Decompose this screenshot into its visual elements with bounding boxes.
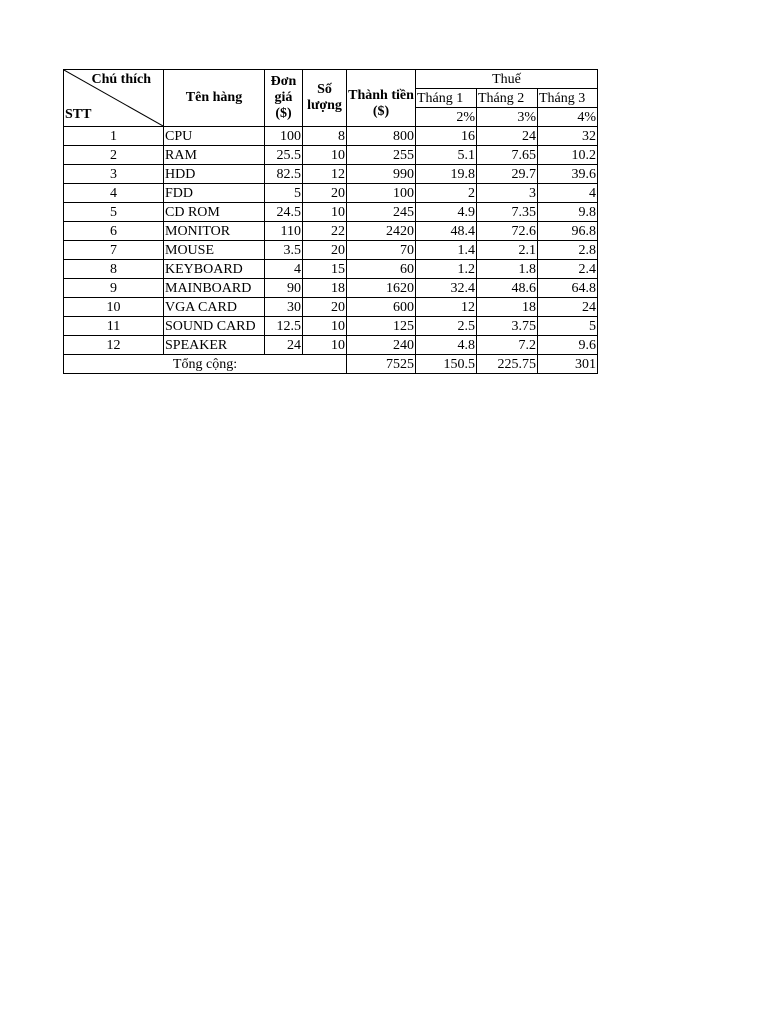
cell-stt[interactable]: 3 [64,165,164,184]
col-header-thanh-tien[interactable]: Thành tiền ($) [347,70,416,127]
cell-thue-month-2[interactable]: 29.7 [477,165,538,184]
cell-so-luong[interactable]: 8 [303,127,347,146]
cell-thue-month-3[interactable]: 9.8 [538,203,598,222]
cell-thanh-tien[interactable]: 990 [347,165,416,184]
rate-month-2[interactable]: 3% [477,108,538,127]
cell-stt[interactable]: 10 [64,298,164,317]
cell-stt[interactable]: 11 [64,317,164,336]
cell-thue-month-3[interactable]: 5 [538,317,598,336]
cell-thue-month-3[interactable]: 2.4 [538,260,598,279]
cell-thue-month-1[interactable]: 16 [416,127,477,146]
cell-thanh-tien[interactable]: 255 [347,146,416,165]
col-header-thue[interactable]: Thuế [416,70,598,89]
cell-thue-month-1[interactable]: 1.4 [416,241,477,260]
rate-month-3[interactable]: 4% [538,108,598,127]
cell-so-luong[interactable]: 10 [303,203,347,222]
cell-don-gia[interactable]: 3.5 [265,241,303,260]
cell-thue-month-3[interactable]: 4 [538,184,598,203]
cell-don-gia[interactable]: 5 [265,184,303,203]
cell-so-luong[interactable]: 10 [303,317,347,336]
cell-don-gia[interactable]: 12.5 [265,317,303,336]
cell-ten-hang[interactable]: RAM [164,146,265,165]
cell-thue-month-3[interactable]: 10.2 [538,146,598,165]
cell-thanh-tien[interactable]: 125 [347,317,416,336]
cell-so-luong[interactable]: 20 [303,298,347,317]
cell-stt[interactable]: 5 [64,203,164,222]
cell-thue-month-2[interactable]: 7.35 [477,203,538,222]
cell-stt[interactable]: 9 [64,279,164,298]
cell-thue-month-1[interactable]: 2 [416,184,477,203]
cell-thue-month-1[interactable]: 4.9 [416,203,477,222]
cell-stt[interactable]: 12 [64,336,164,355]
table-row [64,203,598,222]
cell-thanh-tien[interactable]: 1620 [347,279,416,298]
cell-so-luong[interactable]: 15 [303,260,347,279]
cell-thue-month-2[interactable]: 3.75 [477,317,538,336]
cell-thue-month-3[interactable]: 32 [538,127,598,146]
cell-thue-month-3[interactable]: 96.8 [538,222,598,241]
cell-stt[interactable]: 2 [64,146,164,165]
cell-don-gia[interactable]: 100 [265,127,303,146]
cell-don-gia[interactable]: 30 [265,298,303,317]
cell-ten-hang[interactable]: CPU [164,127,265,146]
totals-thue-month-2[interactable]: 225.75 [477,355,538,374]
cell-thue-month-1[interactable]: 4.8 [416,336,477,355]
cell-ten-hang[interactable]: SPEAKER [164,336,265,355]
col-header-ten-hang[interactable]: Tên hàng [164,70,265,127]
cell-thue-month-3[interactable]: 2.8 [538,241,598,260]
table-row [64,241,598,260]
cell-stt[interactable]: 8 [64,260,164,279]
table-row [64,260,598,279]
cell-thue-month-3[interactable]: 9.6 [538,336,598,355]
cell-ten-hang[interactable]: VGA CARD [164,298,265,317]
cell-so-luong[interactable]: 20 [303,241,347,260]
table-row [64,184,598,203]
cell-thue-month-3[interactable]: 24 [538,298,598,317]
cell-don-gia[interactable]: 90 [265,279,303,298]
corner-header-cell[interactable] [64,70,164,127]
table-row [64,336,598,355]
cell-ten-hang[interactable]: CD ROM [164,203,265,222]
corner-top-label: Chú thích [91,72,151,87]
col-header-so-luong[interactable]: Số lượng [303,70,347,127]
table-row [64,127,598,146]
totals-thue-month-1[interactable]: 150.5 [416,355,477,374]
table-row [64,279,598,298]
cell-thue-month-2[interactable]: 72.6 [477,222,538,241]
cell-thue-month-1[interactable]: 12 [416,298,477,317]
cell-thue-month-1[interactable]: 32.4 [416,279,477,298]
totals-label[interactable]: Tổng cộng: [64,355,347,374]
cell-so-luong[interactable]: 20 [303,184,347,203]
cell-thanh-tien[interactable]: 600 [347,298,416,317]
cell-ten-hang[interactable]: HDD [164,165,265,184]
cell-thue-month-2[interactable]: 2.1 [477,241,538,260]
cell-thanh-tien[interactable]: 2420 [347,222,416,241]
totals-thanh-tien[interactable]: 7525 [347,355,416,374]
cell-thanh-tien[interactable]: 240 [347,336,416,355]
cell-thanh-tien[interactable]: 245 [347,203,416,222]
header-row-1 [64,70,598,89]
cell-thue-month-2[interactable]: 7.65 [477,146,538,165]
cell-don-gia[interactable]: 4 [265,260,303,279]
cell-ten-hang[interactable]: MONITOR [164,222,265,241]
cell-so-luong[interactable]: 12 [303,165,347,184]
cell-ten-hang[interactable]: MAINBOARD [164,279,265,298]
table-row [64,165,598,184]
cell-don-gia[interactable]: 82.5 [265,165,303,184]
cell-thue-month-2[interactable]: 48.6 [477,279,538,298]
cell-don-gia[interactable]: 24 [265,336,303,355]
col-header-month-1[interactable]: Tháng 1 [416,89,477,108]
cell-don-gia[interactable]: 25.5 [265,146,303,165]
cell-stt[interactable]: 1 [64,127,164,146]
cell-don-gia[interactable]: 110 [265,222,303,241]
table-row [64,317,598,336]
cell-thue-month-1[interactable]: 48.4 [416,222,477,241]
cell-thue-month-3[interactable]: 64.8 [538,279,598,298]
cell-thue-month-1[interactable]: 5.1 [416,146,477,165]
cell-thue-month-2[interactable]: 24 [477,127,538,146]
cell-thue-month-1[interactable]: 1.2 [416,260,477,279]
table-row [64,298,598,317]
cell-ten-hang[interactable]: MOUSE [164,241,265,260]
cell-ten-hang[interactable]: KEYBOARD [164,260,265,279]
cell-stt[interactable]: 4 [64,184,164,203]
cell-so-luong[interactable]: 22 [303,222,347,241]
cell-stt[interactable]: 7 [64,241,164,260]
cell-thue-month-1[interactable]: 19.8 [416,165,477,184]
rate-month-1[interactable]: 2% [416,108,477,127]
cell-thue-month-2[interactable]: 1.8 [477,260,538,279]
totals-row [64,355,598,374]
cell-thanh-tien[interactable]: 800 [347,127,416,146]
cell-ten-hang[interactable]: FDD [164,184,265,203]
cell-don-gia[interactable]: 24.5 [265,203,303,222]
table-row [64,146,598,165]
cell-stt[interactable]: 6 [64,222,164,241]
cell-ten-hang[interactable]: SOUND CARD [164,317,265,336]
totals-thue-month-3[interactable]: 301 [538,355,598,374]
cell-so-luong[interactable]: 10 [303,336,347,355]
cell-thue-month-2[interactable]: 18 [477,298,538,317]
col-header-month-3[interactable]: Tháng 3 [538,89,598,108]
cell-so-luong[interactable]: 10 [303,146,347,165]
cell-thue-month-2[interactable]: 7.2 [477,336,538,355]
cell-thanh-tien[interactable]: 100 [347,184,416,203]
price-table [63,69,598,374]
cell-thue-month-3[interactable]: 39.6 [538,165,598,184]
cell-thanh-tien[interactable]: 70 [347,241,416,260]
corner-bottom-label: STT [65,107,92,122]
cell-so-luong[interactable]: 18 [303,279,347,298]
col-header-month-2[interactable]: Tháng 2 [477,89,538,108]
cell-thanh-tien[interactable]: 60 [347,260,416,279]
cell-thue-month-1[interactable]: 2.5 [416,317,477,336]
col-header-don-gia[interactable]: Đơn giá ($) [265,70,303,127]
table-row [64,222,598,241]
cell-thue-month-2[interactable]: 3 [477,184,538,203]
